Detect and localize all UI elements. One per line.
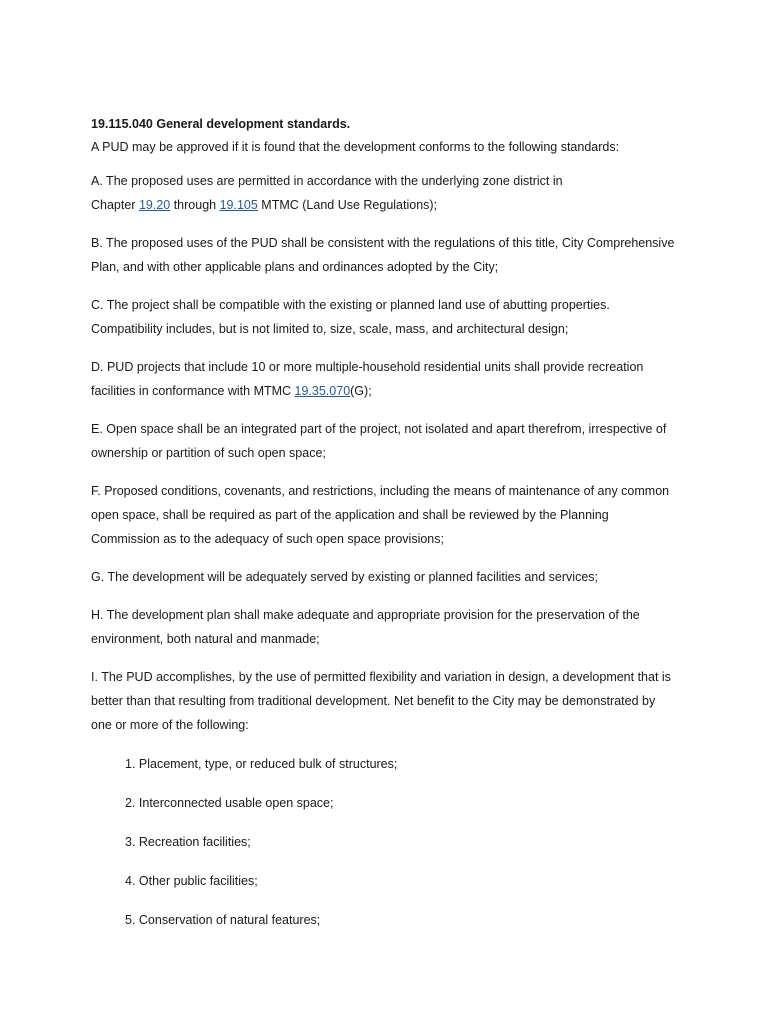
paragraph-g [91, 565, 691, 589]
paragraph-e [91, 417, 691, 465]
list-item: 3. Recreation facilities; [125, 835, 251, 849]
link-19-20[interactable]: 19.20 [138, 198, 171, 212]
paragraph-i-line-3: one or more of the following: [91, 718, 249, 732]
intro-paragraph: A PUD may be approved if it is found that the development conforms to the following standards: [91, 140, 620, 154]
paragraph-d-line-1: D. PUD projects that include 10 or more multiple-household residential units shall provide recreation [91, 360, 644, 374]
paragraph-g-line-1: G. The development will be adequately served by existing or planned facilities and services; [91, 570, 598, 584]
paragraph-a [91, 169, 691, 217]
paragraph-a-line-2 [91, 193, 691, 217]
link-19-35-070[interactable]: 19.35.070 [294, 384, 351, 398]
paragraph-h [91, 603, 691, 651]
paragraph-i [91, 665, 691, 737]
paragraph-h-line-2: environment, both natural and manmade; [91, 632, 320, 646]
list-item: 5. Conservation of natural features; [125, 913, 321, 927]
paragraph-d-line-2 [91, 379, 691, 403]
paragraph-c [91, 293, 691, 341]
paragraph-d-text-end: (G); [350, 384, 372, 398]
paragraph-a-line-1: A. The proposed uses are permitted in accordance with the underlying zone district in [91, 174, 563, 188]
paragraph-c-line-2: Compatibility includes, but is not limited to, size, scale, mass, and architectural design; [91, 322, 569, 336]
paragraph-b-line-1: B. The proposed uses of the PUD shall be consistent with the regulations of this title, City Comprehensive [91, 236, 675, 250]
paragraph-a-text-chapter: Chapter [91, 198, 139, 212]
paragraph-i-line-2: better than that resulting from traditional development. Net benefit to the City may be demonstrated by [91, 694, 656, 708]
sub-item-list [91, 752, 691, 932]
paragraph-a-text-mtmc: MTMC (Land Use Regulations); [257, 198, 438, 212]
paragraph-d-text: facilities in conformance with MTMC [91, 384, 295, 398]
paragraph-d [91, 355, 691, 403]
section-heading: 19.115.040 General development standards. [91, 117, 351, 131]
paragraph-c-line-1: C. The project shall be compatible with the existing or planned land use of abutting properties. [91, 298, 610, 312]
paragraph-e-line-2: ownership or partition of such open space; [91, 446, 326, 460]
list-item: 4. Other public facilities; [125, 874, 258, 888]
paragraph-b-line-2: Plan, and with other applicable plans and ordinances adopted by the City; [91, 260, 499, 274]
link-19-105[interactable]: 19.105 [219, 198, 258, 212]
list-item: 1. Placement, type, or reduced bulk of structures; [125, 757, 398, 771]
paragraph-f [91, 479, 691, 551]
list-item: 2. Interconnected usable open space; [125, 796, 334, 810]
paragraph-a-text-through: through [170, 198, 220, 212]
paragraph-h-line-1: H. The development plan shall make adequate and appropriate provision for the preservation of the [91, 608, 640, 622]
document-body [91, 116, 691, 932]
paragraph-f-line-2: open space, shall be required as part of the application and shall be reviewed by the Planning [91, 508, 609, 522]
paragraph-f-line-3: Commission as to the adequacy of such open space provisions; [91, 532, 444, 546]
paragraph-e-line-1: E. Open space shall be an integrated part of the project, not isolated and apart therefrom, irrespective of [91, 422, 667, 436]
paragraph-b [91, 231, 691, 279]
paragraph-i-line-1: I. The PUD accomplishes, by the use of permitted flexibility and variation in design, a development that is [91, 670, 671, 684]
paragraph-f-line-1: F. Proposed conditions, covenants, and restrictions, including the means of maintenance of any common [91, 484, 670, 498]
